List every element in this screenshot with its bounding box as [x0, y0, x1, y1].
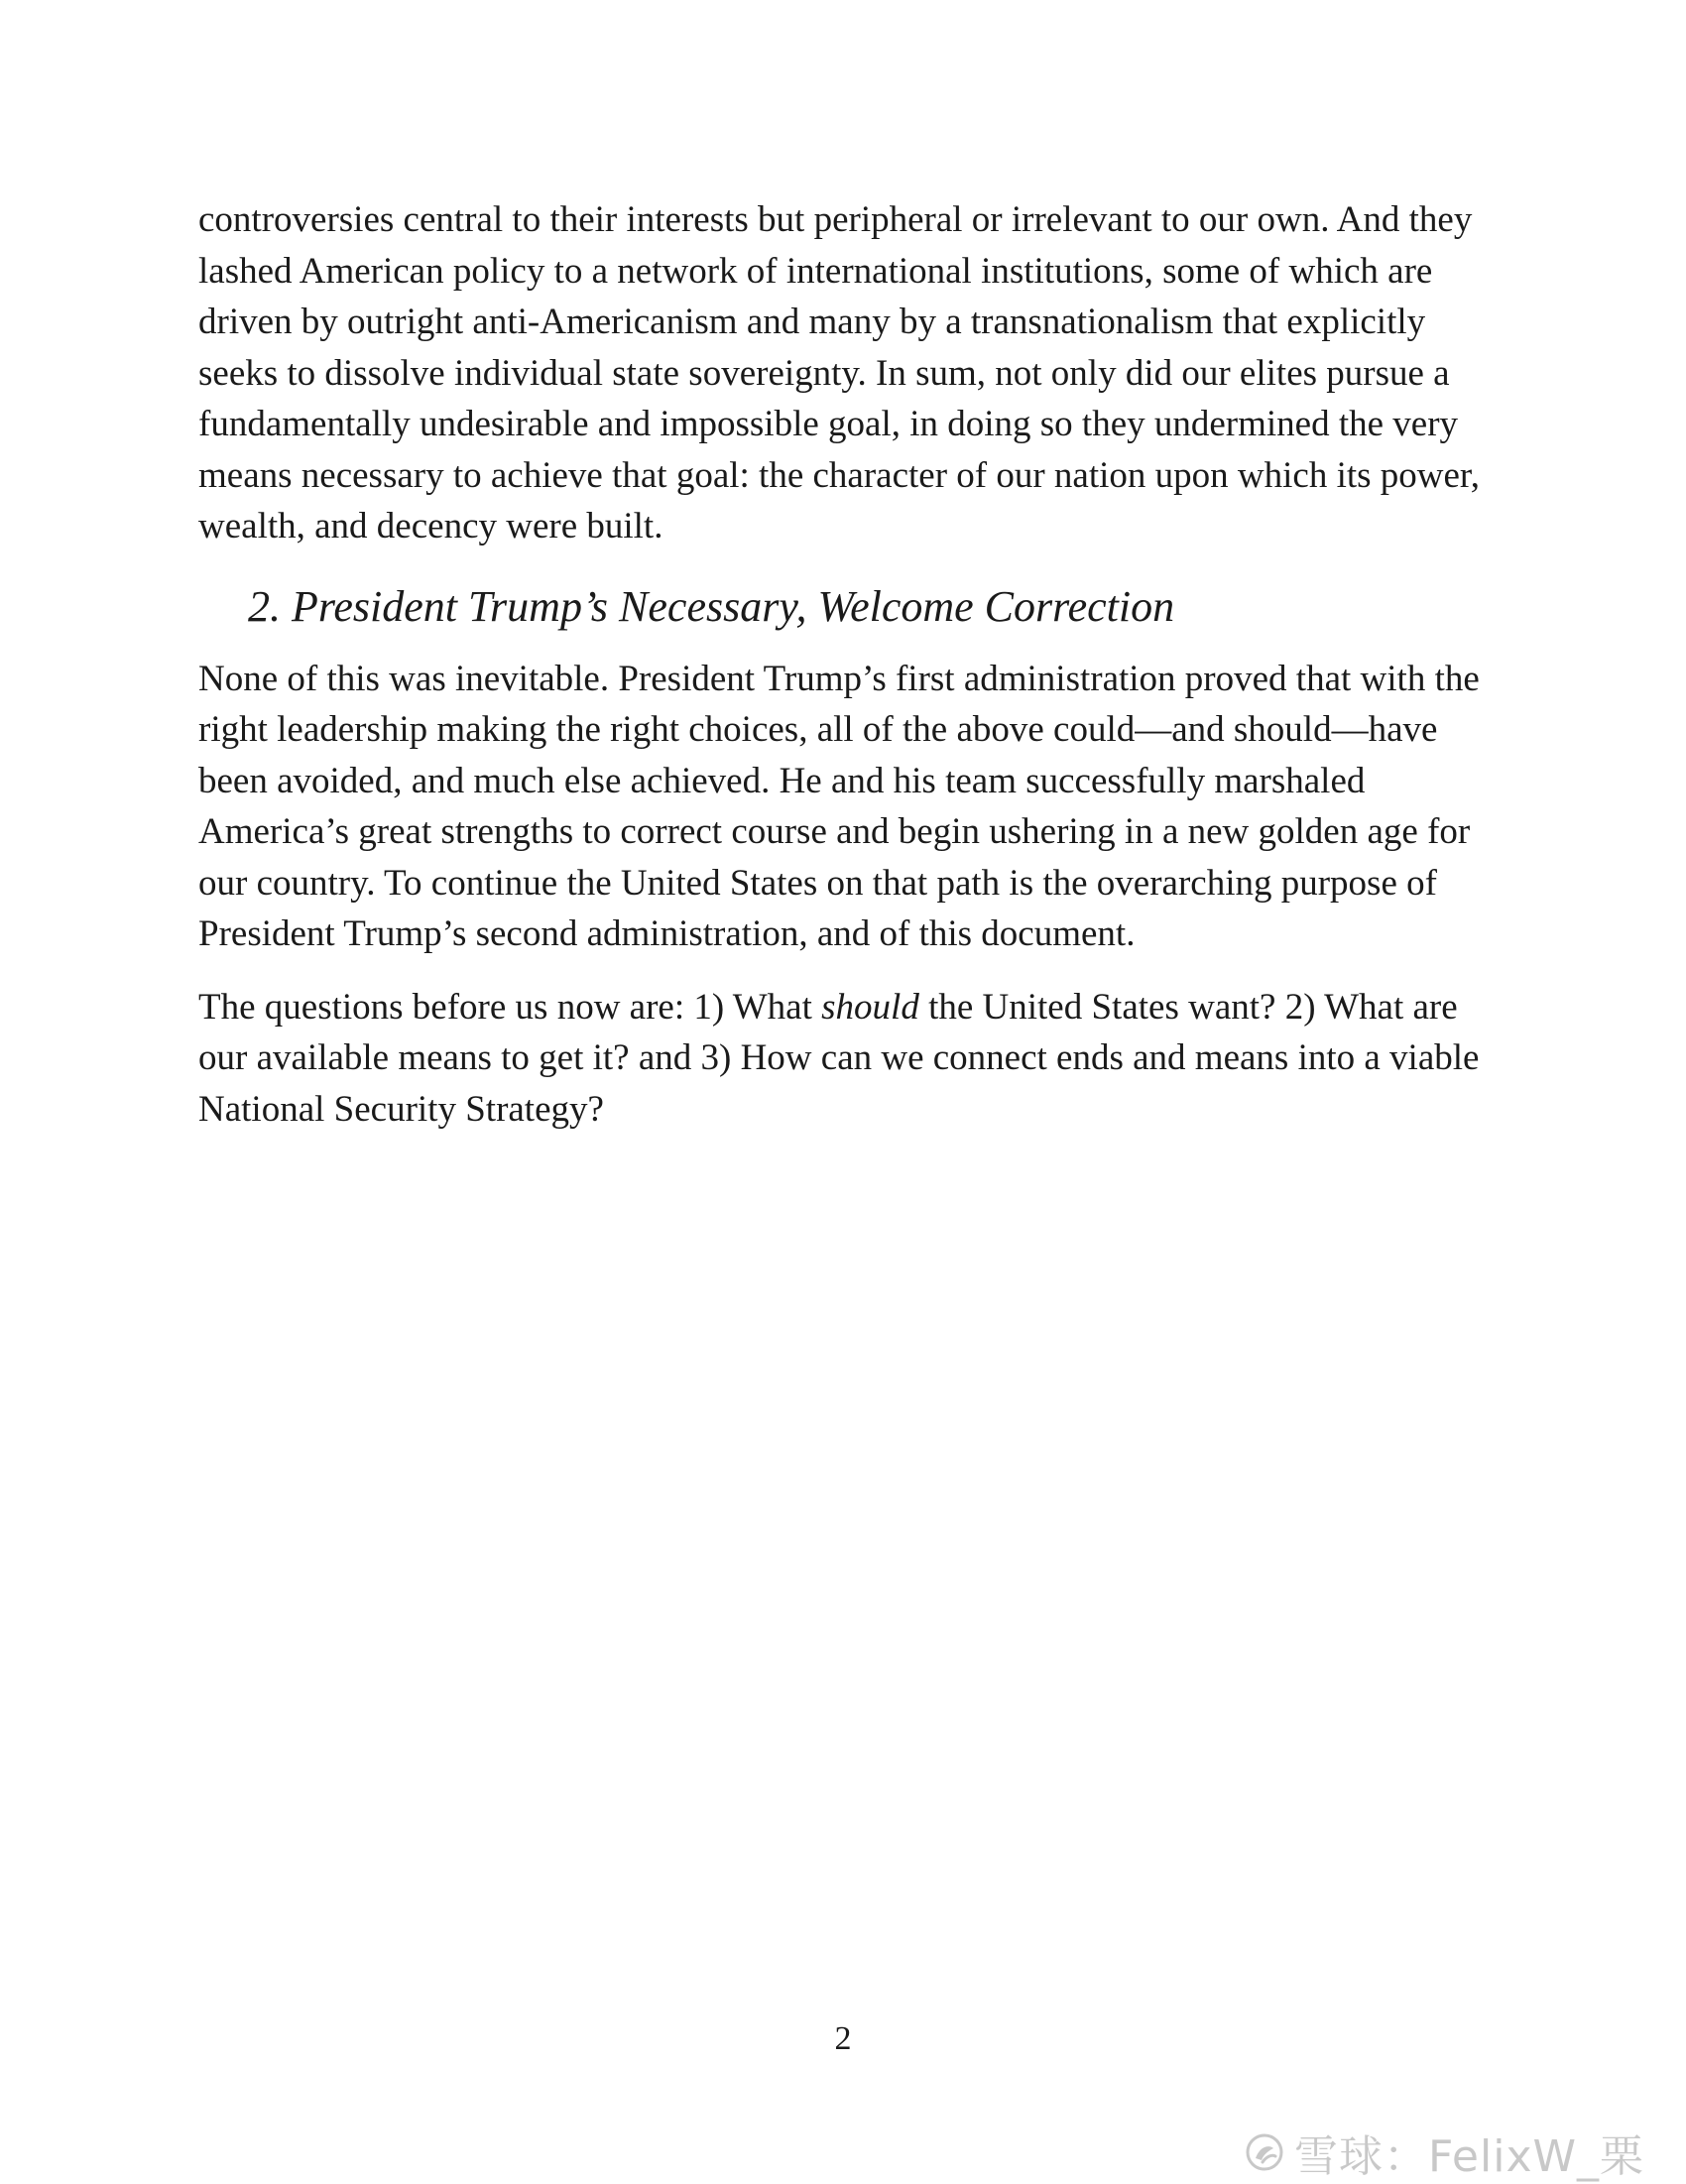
- paragraph-2: None of this was inevitable. President Trump’s first administration proved that with the right leadership making the right choices, all of the above could—and should—have been avoided, and much else achieved. He and his team successfully marshaled America’s great strengths to correct course and begin ushering in a new golden age for our country. To continue the United States on that path is the overarching purpose of President Trump’s second administration, and of this document.: [198, 658, 1480, 954]
- paragraph-3-text-end: the United States want? 2) What are our available means to get it? and 3) How can we connect ends and means into a viable National Security Strategy?: [198, 986, 1480, 1130]
- watermark-text: 雪球：FelixW_栗: [1294, 2131, 1644, 2182]
- paragraph-3-text-start: The questions before us now are: 1) What: [198, 986, 822, 1028]
- paragraph-3: [198, 982, 1498, 1136]
- snowball-logo-icon: [1245, 2132, 1284, 2172]
- page-number: 2: [834, 2020, 852, 2057]
- paragraph-3-emphasis: should: [821, 986, 919, 1028]
- paragraph-1: controversies central to their interests but peripheral or irrelevant to our own. And they lashed American policy to a network of international institutions, some of which are driven by outright anti-Americanism and many by a transnationalism that explicitly seeks to dissolve individual state sovereignty. In sum, not only did our elites pursue a fundamentally undesirable and impossible goal, in doing so they undermined the very means necessary to achieve that goal: the character of our nation upon which its power, wealth, and decency were built.: [198, 199, 1481, 546]
- page-body: [198, 194, 1498, 1135]
- section-heading: 2. President Trump’s Necessary, Welcome Correction: [248, 581, 1175, 631]
- watermark: [1245, 2131, 1644, 2182]
